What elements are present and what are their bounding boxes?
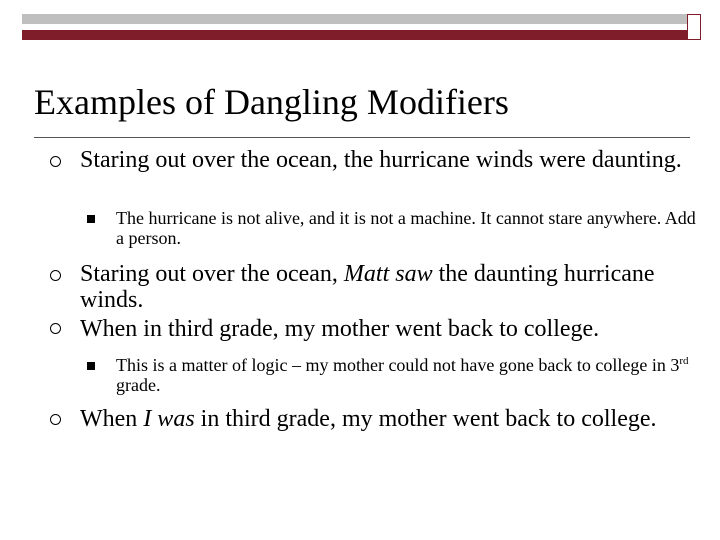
bullet-item-1: Staring out over the ocean, the hurricane winds were daunting. xyxy=(80,147,682,173)
hollow-circle-bullet-icon xyxy=(50,156,61,167)
hollow-circle-bullet-icon xyxy=(50,414,61,425)
bullet-item-2-pre: Staring out over the ocean, xyxy=(80,261,344,287)
slide-title: Examples of Dangling Modifiers xyxy=(34,82,509,122)
header-gray-band xyxy=(22,14,700,24)
bullet-item-4 xyxy=(80,406,700,432)
bullet-item-4-post: in third grade, my mother went back to college. xyxy=(194,406,657,432)
header-maroon-band xyxy=(22,30,700,40)
square-bullet-icon xyxy=(87,362,95,370)
bullet-item-4-emphasis: I was xyxy=(143,406,195,432)
bullet-item-2 xyxy=(80,261,700,313)
ordinal-superscript: rd xyxy=(679,355,689,367)
title-divider xyxy=(34,137,690,138)
bullet-item-2-emphasis: Matt saw xyxy=(343,261,433,287)
bullet-item-3: When in third grade, my mother went back to college. xyxy=(80,316,600,342)
header-corner-square xyxy=(687,14,701,40)
sub-bullet-item-2-post: grade. xyxy=(116,375,161,395)
square-bullet-icon xyxy=(87,215,95,223)
bullet-item-4-pre: When xyxy=(80,406,144,432)
sub-bullet-item-2 xyxy=(116,355,696,395)
sub-bullet-item-2-pre: This is a matter of logic – my mother could not have gone back to college in 3 xyxy=(116,355,680,375)
bullet-item-2-post: the daunting hurricane winds. xyxy=(80,261,655,313)
sub-bullet-item-1: The hurricane is not alive, and it is not a machine. It cannot stare anywhere. Add a person. xyxy=(116,208,696,248)
hollow-circle-bullet-icon xyxy=(50,270,61,281)
hollow-circle-bullet-icon xyxy=(50,323,61,334)
